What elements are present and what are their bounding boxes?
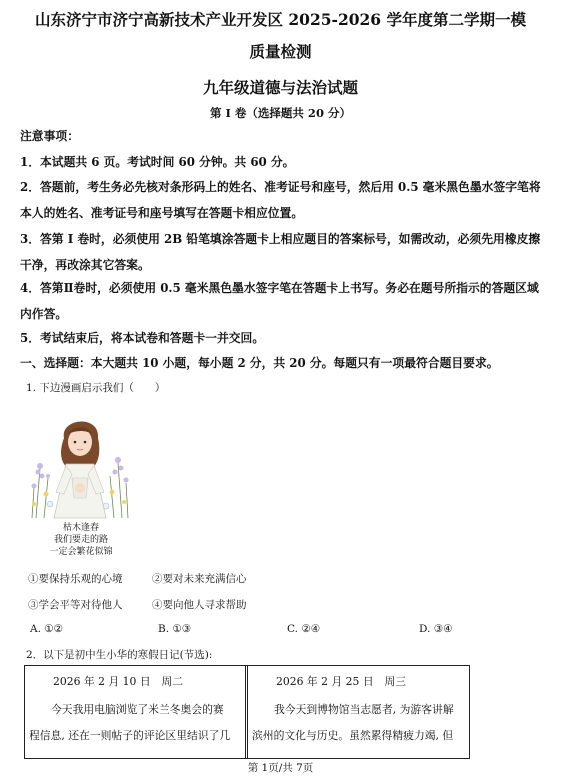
- note-item-1: 1．本试题共 6 页。考试时间 60 分钟。共 60 分。: [20, 155, 295, 169]
- q1-statement-2: ②要对未来充满信心: [152, 573, 247, 585]
- page-footer: 第 1页/共 7页: [247, 762, 314, 774]
- diary-right-line1: 我今天到博物馆当志愿者, 为游客讲解: [274, 703, 454, 716]
- note-item-2: 2．答题前，考生务必先核对条形码上的姓名、准考证号和座号，然后用 0.5 毫米黑色墨水签字笔将本人的姓名、准考证号和座号填写在答题卡相应位置。: [20, 180, 541, 220]
- diary-left-line2: 程信息, 还在一则帖子的评论区里结识了几: [29, 729, 231, 742]
- q1-stem: 1. 下边漫画启示我们（ ）: [26, 382, 166, 394]
- exam-title-line2: 质量检测: [249, 42, 312, 61]
- section-heading: 第 I 卷（选择题共 20 分）: [210, 106, 351, 120]
- cartoon-illustration: [26, 408, 134, 520]
- q1-option-c: C. ②④: [287, 623, 321, 635]
- exam-title-line1: 山东济宁市济宁高新技术产业开发区 2025-2026 学年度第二学期一模: [34, 10, 526, 29]
- note-item-4: 4．答第Ⅱ卷时，必须使用 0.5 毫米黑色墨水签字笔在答题卡上书写。务必在题号所指示的答题区域内作答。: [20, 281, 539, 321]
- q1-option-b: B. ①③: [158, 623, 192, 635]
- diary-left-line1: 今天我用电脑浏览了米兰冬奥会的赛: [51, 703, 224, 716]
- q2-stem: 2．以下是初中生小华的寒假日记(节选):: [26, 649, 213, 661]
- diary-right-date: 2026 年 2 月 25 日 周三: [276, 675, 407, 688]
- diary-entry-right: [247, 666, 470, 758]
- cartoon-caption-line1: 枯木逢春: [62, 523, 99, 533]
- q1-option-d: D. ③④: [419, 623, 453, 635]
- exam-subject-title: 九年级道德与法治试题: [202, 78, 358, 97]
- section-one-heading: 一、选择题：本大题共 10 小题，每小题 2 分，共 20 分。每题只有一项最符合题目要求。: [20, 356, 499, 370]
- q1-option-a: A. ①②: [30, 623, 64, 635]
- cartoon-caption-line3: 一定会繁花似锦: [49, 547, 113, 557]
- diary-table: [24, 665, 470, 759]
- q1-statement-1: ①要保持乐观的心境: [28, 573, 123, 585]
- note-item-3: 3．答第 I 卷时，必须使用 2B 铅笔填涂答题卡上相应题目的答案标号，如需改动，必须先用橡皮擦干净，再改涂其它答案。: [20, 232, 541, 272]
- note-item-5: 5．考试结束后，将本试卷和答题卡一并交回。: [20, 331, 265, 345]
- q1-statement-4: ④要向他人寻求帮助: [152, 599, 247, 611]
- diary-left-date: 2026 年 2 月 10 日 周二: [53, 675, 184, 688]
- cartoon-caption-line2: 我们要走的路: [53, 535, 108, 545]
- q1-statement-3: ③学会平等对待他人: [28, 599, 123, 611]
- diary-right-line2: 滨州的文化与历史。虽然累得精疲力竭, 但: [252, 729, 454, 742]
- notes-heading: 注意事项：: [20, 129, 79, 143]
- diary-entry-left: [25, 666, 246, 758]
